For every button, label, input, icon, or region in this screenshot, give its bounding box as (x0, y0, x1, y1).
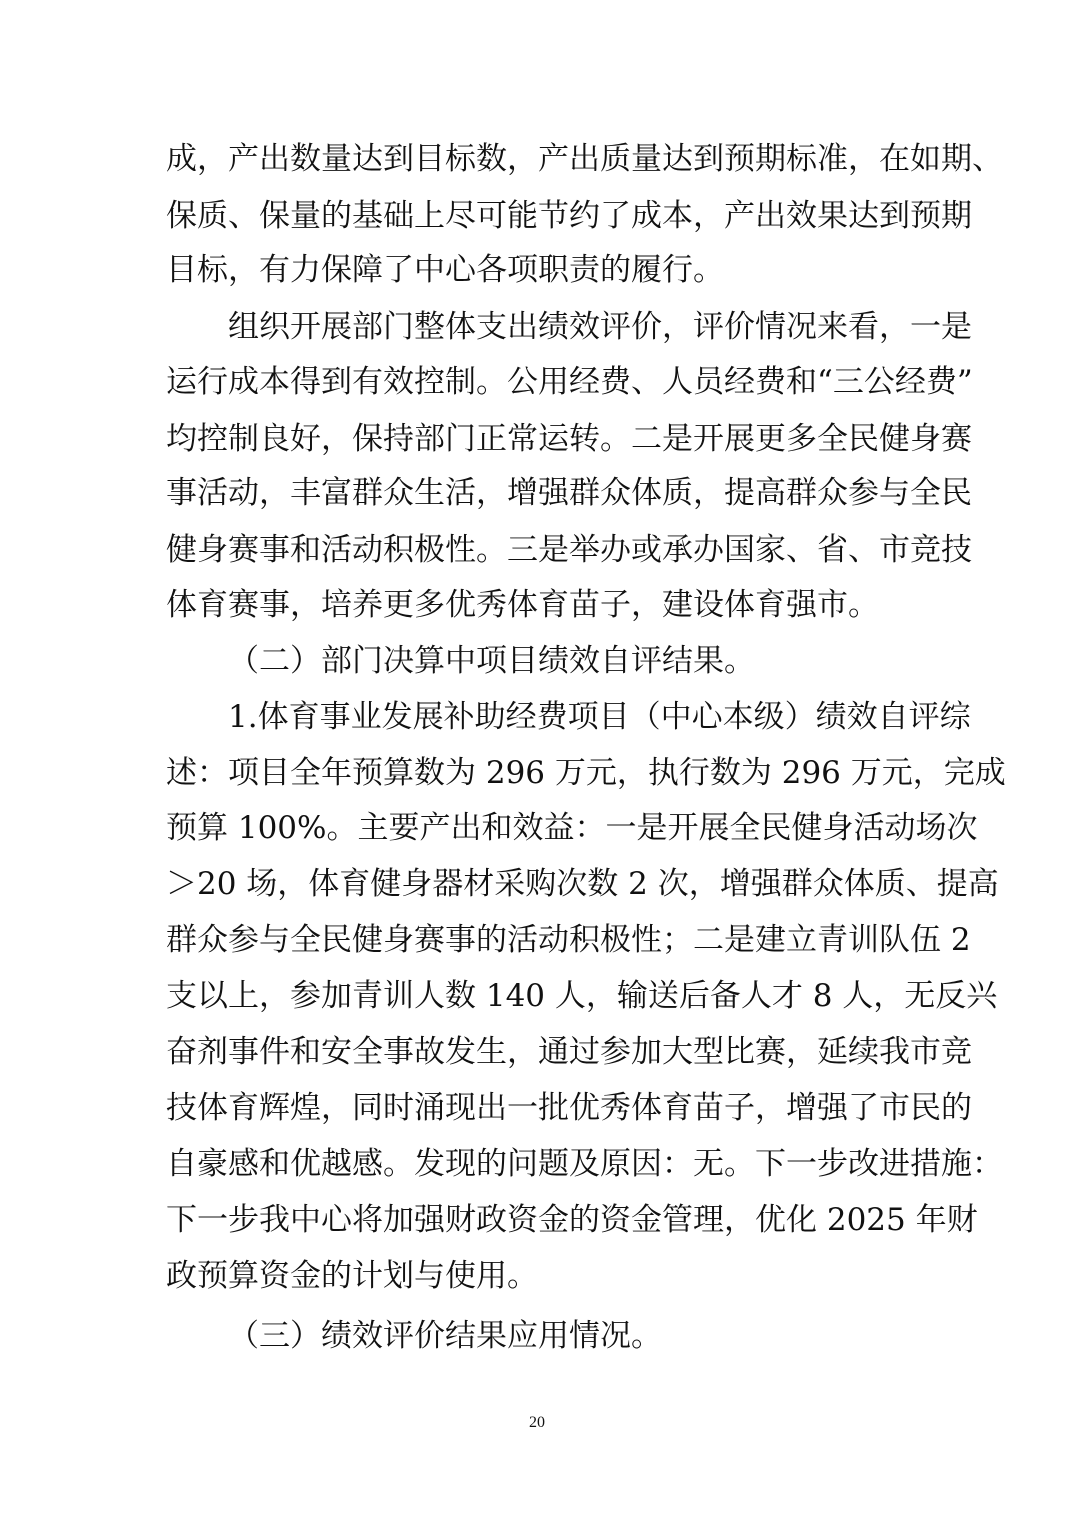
paragraph-2-line-5: 健身赛事和活动积极性。三是举办或承办国家、省、市竞技 (166, 532, 972, 568)
paragraph-3-line-10: 下一步我中心将加强财政资金的资金管理，优化 2025 年财 (166, 1202, 978, 1238)
paragraph-3-line-8: 技体育辉煌，同时涌现出一批优秀体育苗子，增强了市民的 (166, 1090, 972, 1126)
paragraph-3-line-2: 述：项目全年预算数为 296 万元，执行数为 296 万元，完成 (166, 755, 1006, 791)
paragraph-3-line-7: 奋剂事件和安全事故发生，通过参加大型比赛，延续我市竞 (166, 1034, 972, 1070)
paragraph-2-line-2: 运行成本得到有效控制。公用经费、人员经费和“三公经费” (166, 364, 973, 400)
paragraph-2-line-1: 组织开展部门整体支出绩效评价，评价情况来看，一是 (228, 309, 972, 345)
paragraph-1-line-1: 成，产出数量达到目标数，产出质量达到预期标准，在如期、 (166, 141, 1003, 177)
paragraph-3-line-9: 自豪感和优越感。发现的问题及原因：无。下一步改进措施： (166, 1146, 1003, 1182)
page-number: 20 (529, 1414, 545, 1431)
paragraph-3-line-6: 支以上，参加青训人数 140 人，输送后备人才 8 人，无反兴 (166, 978, 998, 1014)
paragraph-3-line-3: 预算 100%。主要产出和效益：一是开展全民健身活动场次 (166, 810, 978, 846)
section-heading-3: （三）绩效评价结果应用情况。 (228, 1318, 662, 1354)
paragraph-2-line-6: 体育赛事，培养更多优秀体育苗子，建设体育强市。 (166, 587, 879, 623)
paragraph-3-line-5: 群众参与全民健身赛事的活动积极性；二是建立青训队伍 2 (166, 922, 971, 958)
paragraph-3-line-11: 政预算资金的计划与使用。 (166, 1258, 538, 1294)
paragraph-3-line-4: ＞20 场，体育健身器材采购次数 2 次，增强群众体质、提高 (166, 866, 999, 902)
section-heading-2: （二）部门决算中项目绩效自评结果。 (228, 643, 755, 679)
paragraph-1-line-2: 保质、保量的基础上尽可能节约了成本，产出效果达到预期 (166, 198, 972, 234)
paragraph-3-line-1: 1.体育事业发展补助经费项目（中心本级）绩效自评综 (228, 699, 971, 735)
paragraph-1-line-3: 目标，有力保障了中心各项职责的履行。 (166, 252, 724, 288)
paragraph-2-line-3: 均控制良好，保持部门正常运转。二是开展更多全民健身赛 (166, 421, 972, 457)
paragraph-2-line-4: 事活动，丰富群众生活，增强群众体质，提高群众参与全民 (166, 475, 972, 511)
